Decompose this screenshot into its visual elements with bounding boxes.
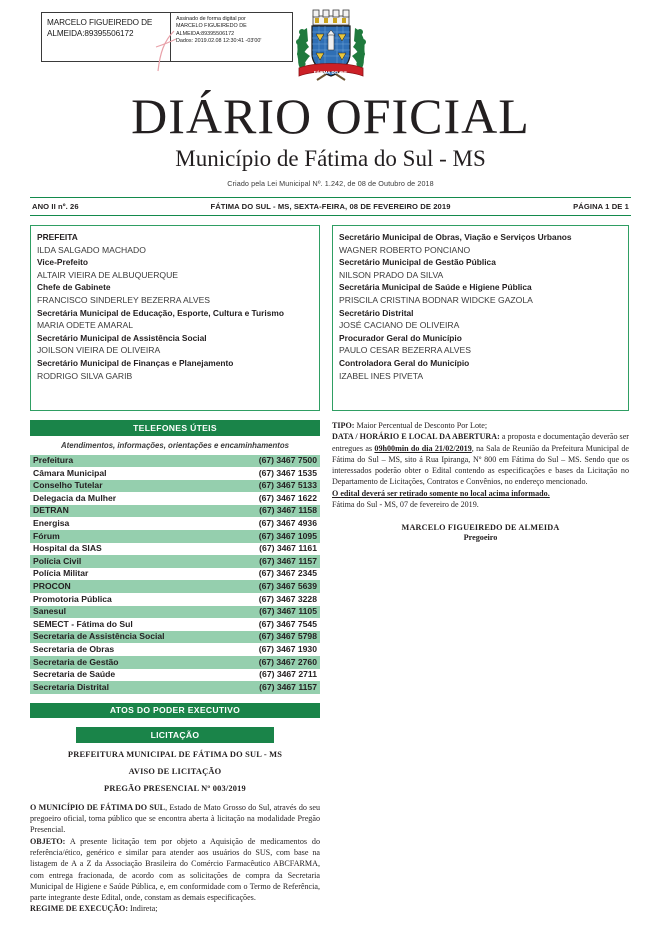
notice-tipo-value: Maior Percentual de Desconto Por Lote; — [354, 421, 488, 430]
licitacao-intro-rest: , Estado de Mato Grosso do Sul, através do seu pregoeiro oficial, torna público que se encontra aberta à licitação na modalidade Pregão Presencial. — [30, 802, 320, 835]
table-row — [30, 543, 320, 556]
official-role: Procurador Geral do Município — [339, 332, 462, 343]
official-entry — [37, 281, 313, 306]
official-entry — [37, 256, 313, 281]
notice-data-part1: a proposta e documentação deverão ser entregues as — [332, 432, 629, 453]
issue-info-bar — [30, 197, 631, 216]
official-entry — [37, 231, 313, 256]
table-row — [30, 580, 320, 593]
licitacao-paragraph-regime — [30, 903, 320, 914]
table-row — [30, 555, 320, 568]
signature-subject-line1: MARCELO FIGUEIREDO DE — [47, 18, 153, 27]
licitacao-heading-notice: AVISO DE LICITAÇÃO — [128, 766, 222, 776]
official-entry — [37, 332, 313, 357]
signature-detail-line3: ALMEIDA:89395506172 — [176, 30, 235, 37]
official-entry — [339, 307, 622, 332]
licitacao-heading-entity: PREFEITURA MUNICIPAL DE FÁTIMA DO SUL - MS — [67, 749, 283, 759]
table-row — [30, 505, 320, 518]
phone-name: Promotoria Pública — [33, 593, 112, 604]
official-name: WAGNER ROBERTO PONCIANO — [339, 244, 471, 255]
phone-number: (67) 3467 2345 — [258, 568, 317, 579]
notice-place-date: Fátima do Sul - MS, 07 de fevereiro de 2019. — [332, 500, 479, 510]
licitacao-intro-bold: O MUNICÍPIO DE FÁTIMA DO SUL — [30, 802, 166, 812]
official-role: Secretário Municipal de Gestão Pública — [339, 257, 496, 268]
notice-data-label: DATA / HORÁRIO E LOCAL DA ABERTURA: — [332, 432, 500, 442]
phone-number: (67) 3467 5133 — [228, 480, 320, 493]
phone-name: Hospital da SIAS — [33, 543, 102, 554]
phone-number: (67) 3467 7500 — [228, 455, 320, 468]
official-role: Secretário Municipal de Finanças e Planejamento — [37, 357, 234, 368]
official-entry — [339, 357, 622, 382]
phone-name: Conselho Tutelar — [30, 480, 228, 493]
left-column — [30, 225, 320, 915]
official-role: Vice-Prefeito — [37, 257, 89, 268]
useful-phones-caption: Atendimentos, informações, orientações e encaminhamentos — [61, 440, 289, 450]
notice-tipo — [332, 420, 629, 431]
phone-number: (67) 3467 1095 — [228, 530, 320, 543]
document-header — [30, 0, 631, 88]
phone-number: (67) 3467 2711 — [259, 669, 317, 680]
phone-name: Fórum — [30, 530, 228, 543]
bid-notice-details — [332, 420, 629, 510]
official-name: NILSON PRADO DA SILVA — [339, 269, 444, 280]
phone-number: (67) 3467 1157 — [228, 555, 320, 568]
table-row — [30, 467, 320, 480]
licitacao-objeto-text: A presente licitação tem por objeto a Aquisição de medicamentos do referência/ético, genérico e similar para atender aos usuários do SUS, com base na listagem de A a Z da Associação Brasileira do Comércio Farmacêutico ABCFARMA, com entrega fracionada, de acordo com as solicitações de compra da Secretaria Municipal de Higiene e Saúde Pública, e, em conformidade com o Termo de Referência, parte integrante deste Edital, onde, constam as demais especificações. — [30, 836, 320, 903]
phone-number: (67) 3467 1930 — [258, 644, 317, 654]
svg-text:FÁTIMA DO SUL: FÁTIMA DO SUL — [313, 70, 348, 75]
notice-data-local — [332, 431, 629, 487]
official-role: Secretário Municipal de Assistência Social — [37, 332, 207, 343]
signer-role: Pregoeiro — [463, 533, 498, 543]
phone-number: (67) 3467 5639 — [228, 580, 320, 593]
official-role: PREFEITA — [37, 232, 78, 242]
masthead-subtitle: Município de Fátima do Sul - MS — [175, 146, 486, 171]
notice-opening-datetime: 09h00min do dia 21/02/2019 — [374, 443, 472, 453]
phone-number: (67) 3467 2760 — [228, 656, 320, 669]
licitacao-heading-number: PREGÃO PRESENCIAL Nº 003/2019 — [104, 783, 246, 793]
phone-number: (67) 3467 3228 — [258, 593, 317, 604]
notice-edital-retrieval: O edital deverá ser retirado somente no local acima informado. — [332, 488, 550, 498]
phone-name: Secretaria de Gestão — [30, 656, 228, 669]
table-row — [30, 681, 320, 694]
table-row — [30, 530, 320, 543]
phone-name: Secretaria Distrital — [30, 681, 228, 694]
executive-acts-banner: ATOS DO PODER EXECUTIVO — [30, 703, 320, 719]
official-name: PAULO CESAR BEZERRA ALVES — [339, 345, 471, 356]
officials-list-right — [332, 225, 629, 411]
phone-number: (67) 3467 4936 — [258, 518, 317, 529]
official-role: Chefe de Gabinete — [37, 282, 111, 293]
issue-year-number: ANO II nº. 26 — [32, 202, 79, 211]
official-entry — [37, 307, 313, 332]
official-entry — [37, 357, 313, 382]
official-name: PRISCILA CRISTINA BODNAR WIDCKE GAZOLA — [339, 294, 533, 305]
official-role: Secretário Municipal de Obras, Viação e Serviços Urbanos — [339, 232, 572, 242]
official-entry — [339, 281, 622, 306]
phone-name: Prefeitura — [30, 455, 228, 468]
official-name: JOSÉ CACIANO DE OLIVEIRA — [339, 320, 460, 331]
phone-number: (67) 3467 1158 — [228, 505, 320, 518]
phone-name: DETRAN — [30, 505, 228, 518]
phone-number: (67) 3467 5798 — [228, 631, 320, 644]
licitacao-paragraph-intro — [30, 802, 320, 836]
table-row — [30, 606, 320, 619]
official-name: MARIA ODETE AMARAL — [37, 320, 133, 331]
page-title: DIÁRIO OFICIAL — [131, 88, 530, 144]
phone-number: (67) 3467 7545 — [258, 618, 317, 629]
table-row — [30, 593, 320, 606]
official-name: JOILSON VIEIRA DE OLIVEIRA — [37, 345, 161, 356]
official-name: ILDA SALGADO MACHADO — [37, 244, 146, 255]
issue-place-date: FÁTIMA DO SUL - MS, SEXTA-FEIRA, 08 DE FEVEREIRO DE 2019 — [210, 202, 451, 211]
signature-details — [171, 13, 292, 61]
table-row — [30, 643, 320, 656]
notice-data-part2: , na Sala de Reunião da Prefeitura Municipal de Fátima do Sul – MS, sito á Rua Ipiranga, Nº 800 em Fátima do Sul – MS. Sendo que os interessados poderão obter o Edital contendo as especificações e bases da Licitação no Departamento de Licitações, Contratos e Convênios, no endereço mencionado. — [332, 443, 629, 487]
phone-number: (67) 3467 1535 — [258, 467, 317, 478]
official-role: Secretária Municipal de Saúde e Higiene Pública — [339, 282, 532, 293]
right-column — [332, 225, 629, 915]
phone-name: Secretaria de Obras — [33, 644, 115, 654]
official-entry — [339, 231, 622, 256]
table-row — [30, 618, 320, 631]
phone-name: Câmara Municipal — [33, 467, 107, 478]
signature-detail-line2: MARCELO FIGUEIREDO DE — [176, 23, 247, 30]
table-row — [30, 669, 320, 682]
official-entry — [339, 256, 622, 281]
useful-phones-banner: TELEFONES ÚTEIS — [30, 420, 320, 436]
official-role: Controladora Geral do Município — [339, 357, 470, 368]
phone-number: (67) 3467 1105 — [228, 606, 320, 619]
table-row — [30, 631, 320, 644]
phone-number: (67) 3467 1157 — [228, 681, 320, 694]
official-role: Secretário Distrital — [339, 307, 414, 318]
licitacao-banner: LICITAÇÃO — [76, 727, 274, 743]
licitacao-paragraph-objeto — [30, 836, 320, 904]
official-name: ALTAIR VIEIRA DE ALBUQUERQUE — [37, 269, 179, 280]
official-entry — [339, 332, 622, 357]
phone-number: (67) 3467 1161 — [259, 543, 317, 554]
table-row — [30, 455, 320, 468]
issue-page-number: PÁGINA 1 DE 1 — [573, 202, 629, 211]
licitacao-regime-text: Indireta; — [128, 904, 158, 914]
content-columns — [30, 225, 631, 915]
official-name: IZABEL INES PIVETA — [339, 370, 424, 381]
licitacao-body — [30, 802, 320, 915]
official-name: RODRIGO SILVA GARIB — [37, 370, 133, 381]
phone-name: Secretaria de Saúde — [33, 669, 116, 680]
signature-detail-line4: Dados: 2019.02.08 12:30:41 -03'00' — [176, 38, 262, 45]
table-row — [30, 656, 320, 669]
signer-name: MARCELO FIGUEIREDO DE ALMEIDA — [401, 523, 560, 533]
phone-name: Sanesul — [30, 606, 228, 619]
masthead-law-reference: Criado pela Lei Municipal Nº. 1.242, de 08 de Outubro de 2018 — [227, 179, 434, 188]
phone-name: Energisa — [33, 518, 70, 529]
officials-list-left — [30, 225, 320, 411]
useful-phones-table — [30, 455, 320, 694]
licitacao-objeto-label: OBJETO: — [30, 836, 66, 846]
phone-name: Secretaria de Assistência Social — [30, 631, 228, 644]
table-row — [30, 568, 320, 581]
signature-subject-line2: ALMEIDA:89395506172 — [47, 29, 134, 38]
digital-signature-box — [41, 12, 293, 62]
table-row — [30, 480, 320, 493]
phone-name: Polícia Militar — [33, 568, 89, 579]
official-name: FRANCISCO SINDERLEY BEZERRA ALVES — [37, 294, 211, 305]
phone-name: Polícia Civil — [30, 555, 228, 568]
table-row — [30, 492, 320, 505]
notice-tipo-label: TIPO: — [332, 421, 355, 430]
phone-name: Delegacia da Mulher — [33, 492, 117, 503]
licitacao-regime-label: REGIME DE EXECUÇÃO: — [30, 904, 129, 914]
masthead — [30, 90, 631, 188]
signature-detail-line1: Assinado de forma digital por — [176, 16, 246, 22]
coat-of-arms-icon — [293, 4, 369, 88]
phone-number: (67) 3467 1622 — [258, 492, 317, 503]
phone-name: PROCON — [30, 580, 228, 593]
phone-name: SEMECT - Fátima do Sul — [33, 618, 133, 629]
table-row — [30, 517, 320, 530]
signature-subject — [42, 13, 170, 61]
official-role: Secretária Municipal de Educação, Esporte, Cultura e Turismo — [37, 307, 284, 318]
notice-signature-block — [332, 523, 629, 542]
